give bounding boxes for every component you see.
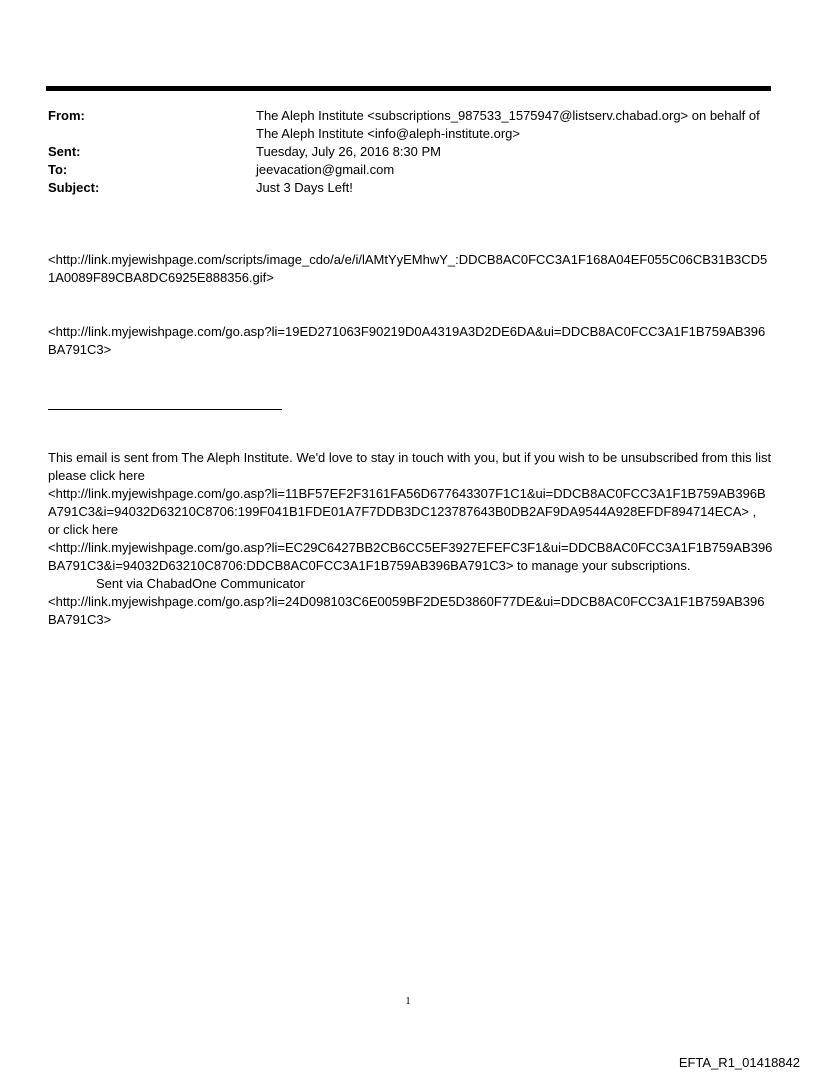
footer-divider [48, 409, 282, 410]
unsubscribe-link[interactable]: <http://link.myjewishpage.com/go.asp?li=11BF57EF2F3161FA56D677643307F1C1&ui=DDCB8AC0FCC3A1F1B759AB396BA791C3&i=94032D63210C8706:199F041B1FDE01A7F7DDB3DC123787643B0DB2AF9DA9544A928EFDF894714ECA> , [48, 486, 766, 519]
header-divider [46, 86, 771, 91]
to-label: To: [48, 162, 68, 177]
email-header [48, 107, 770, 197]
sent-label: Sent: [48, 144, 81, 159]
document-id: EFTA_R1_01418842 [678, 1055, 800, 1070]
manage-subscriptions-text: to manage your subscriptions. [513, 558, 691, 573]
sent-row [48, 143, 770, 161]
unsubscribe-intro: This email is sent from The Aleph Institute. We'd love to stay in touch with you, but if you wish to be unsubscribed from this list please click here [48, 450, 772, 483]
subject-row [48, 179, 770, 197]
or-click-here-text: or click here [48, 522, 119, 537]
go-link[interactable]: <http://link.myjewishpage.com/go.asp?li=19ED271063F90219D0A4319A3D2DE6DA&ui=DDCB8AC0FCC3A1F1B759AB396BA791C3> [48, 324, 766, 357]
communicator-link[interactable]: <http://link.myjewishpage.com/go.asp?li=24D098103C6E0059BF2DE5D3860F77DE&ui=DDCB8AC0FCC3A1F1B759AB396BA791C3> [48, 594, 765, 627]
from-label: From: [48, 108, 85, 123]
image-link[interactable]: <http://link.myjewishpage.com/scripts/image_cdo/a/e/i/lAMtYyEMhwY_:DDCB8AC0FCC3A1F168A04EF055C06CB31B3CD51A0089F89CBA8DC6925E888356.gif> [48, 252, 768, 285]
sent-value: Tuesday, July 26, 2016 8:30 PM [256, 144, 441, 159]
to-value: jeevacation@gmail.com [256, 162, 395, 177]
from-value: The Aleph Institute <subscriptions_987533_1575947@listserv.chabad.org> on behalf of The Aleph Institute <info@aleph-institute.org> [256, 108, 760, 141]
to-row [48, 161, 770, 179]
manage-subscriptions-paragraph [48, 539, 773, 575]
from-row [48, 107, 770, 143]
manage-subscriptions-link[interactable]: <http://link.myjewishpage.com/go.asp?li=EC29C6427BB2CB6CC5EF3927EFEFC3F1&ui=DDCB8AC0FCC3A1F1B759AB396BA791C3&i=94032D63210C8706:DDCB8AC0FCC3A1F1B759AB396BA791C3> [48, 540, 773, 573]
subject-value: Just 3 Days Left! [256, 180, 353, 195]
page-number: 1 [405, 995, 411, 1007]
sent-via-text: Sent via ChabadOne Communicator [96, 576, 305, 591]
subject-label: Subject: [48, 180, 100, 195]
email-footer [48, 449, 773, 629]
